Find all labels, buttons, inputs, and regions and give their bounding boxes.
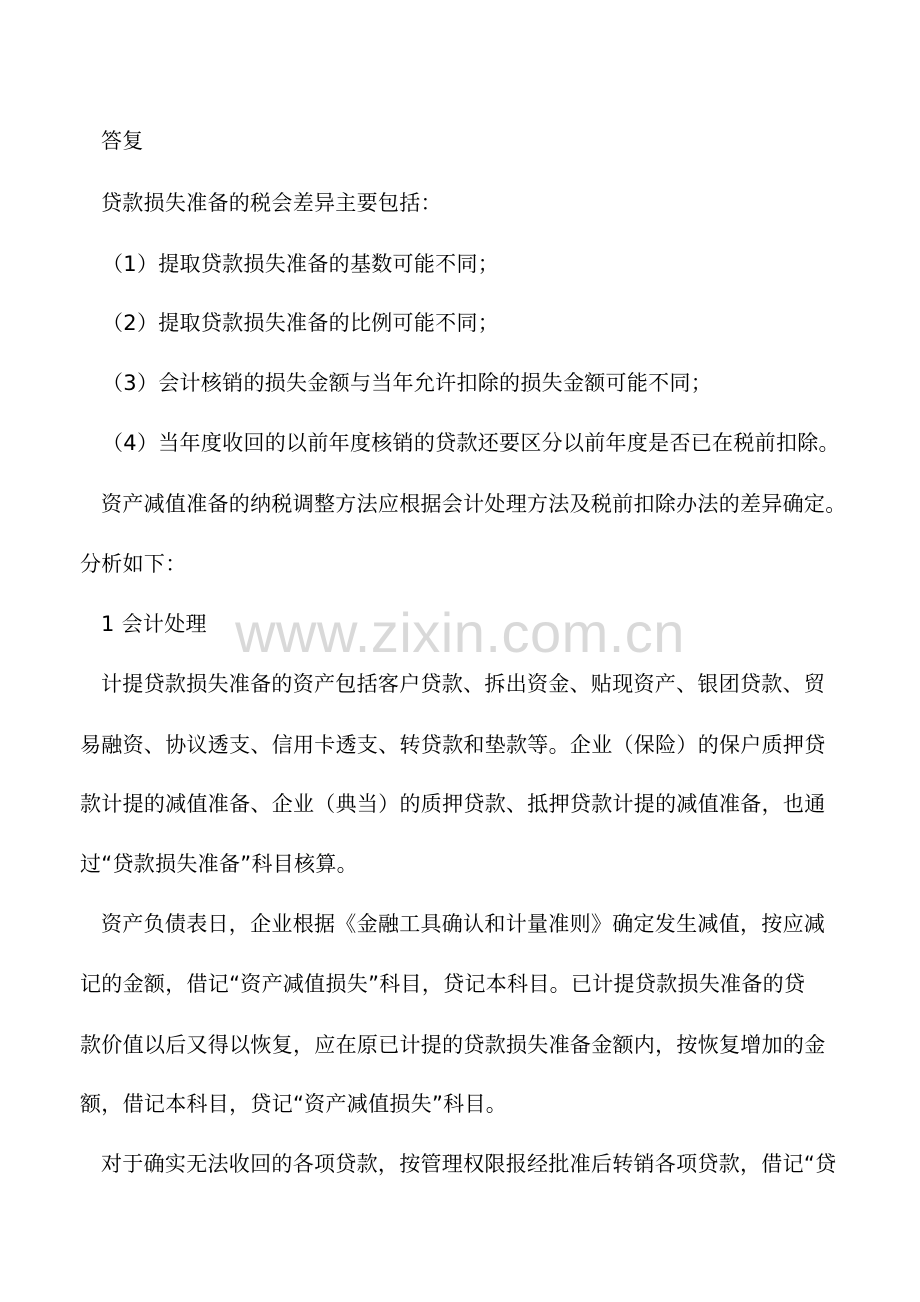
paragraph-line: 资产减值准备的纳税调整方法应根据会计处理方法及税前扣除办法的差异确定。 [101,492,847,516]
document-heading: 答复 [101,129,144,153]
paragraph-line: 款价值以后又得以恢复，应在原已计提的贷款损失准备金额内，按恢复增加的金 [80,1033,826,1057]
list-item: （4）当年度收回的以前年度核销的贷款还要区分以前年度是否已在税前扣除。 [102,431,840,455]
paragraph-line: 记的金额，借记“资产减值损失”科目，贷记本科目。已计提贷款损失准备的贷 [80,972,806,996]
paragraph-line: 分析如下： [80,552,187,576]
paragraph-line: 计提贷款损失准备的资产包括客户贷款、拆出资金、贴现资产、银团贷款、贸 [101,672,826,696]
paragraph-line: 过“贷款损失准备”科目核算。 [80,852,358,876]
intro-paragraph: 贷款损失准备的税会差异主要包括： [101,191,442,215]
paragraph-line: 资产负债表日，企业根据《金融工具确认和计量准则》确定发生减值，按应减 [101,912,826,936]
list-item: （2）提取贷款损失准备的比例可能不同； [102,311,500,335]
paragraph-line: 对于确实无法收回的各项贷款，按管理权限报经批准后转销各项贷款，借记“贷 [101,1152,837,1176]
watermark-text: www.zixin.com.cn [235,601,685,664]
paragraph-line: 款计提的减值准备、企业（典当）的质押贷款、抵押贷款计提的减值准备，也通 [80,792,826,816]
list-item: （1）提取贷款损失准备的基数可能不同； [102,252,500,276]
paragraph-line: 易融资、协议透支、信用卡透支、转贷款和垫款等。企业（保险）的保户质押贷 [80,733,826,757]
section-title: 1 会计处理 [101,612,207,636]
list-item: （3）会计核销的损失金额与当年允许扣除的损失金额可能不同； [102,371,713,395]
paragraph-line: 额，借记本科目，贷记“资产减值损失”科目。 [80,1092,508,1116]
